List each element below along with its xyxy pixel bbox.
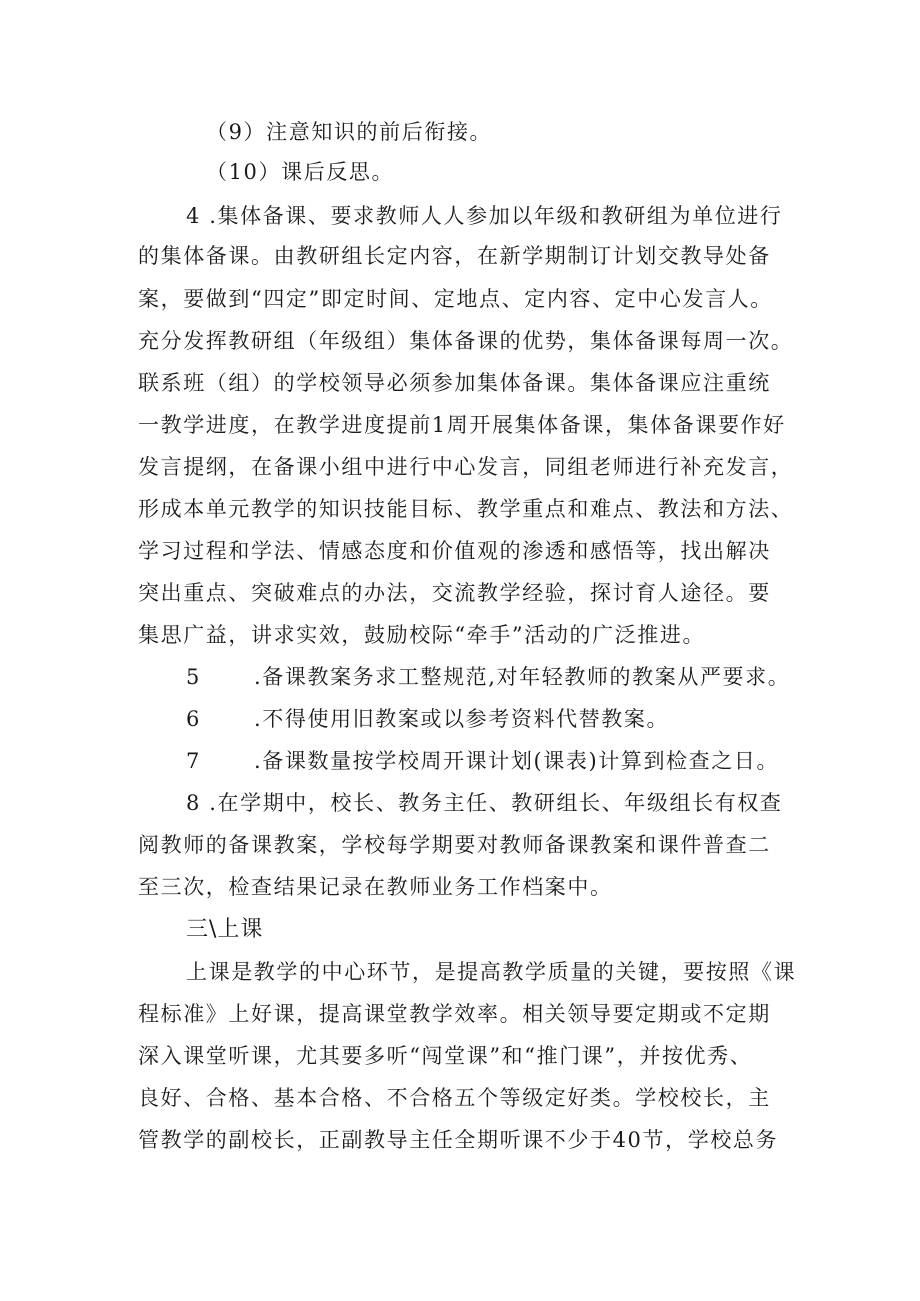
para6 bbox=[186, 705, 669, 733]
para4-line-1: 4 .集体备课、要求教师人人参加以年级和教研组为单位进行 bbox=[186, 204, 783, 228]
section3-line-4: 良好、合格、基本合格、不合格五个等级定好类。学校校长，主 bbox=[138, 1086, 771, 1110]
para4-line-9: 学习过程和学法、情感态度和价值观的渗透和感悟等，找出解决 bbox=[138, 539, 771, 563]
list-item-9: （9）注意知识的前后衔接。 bbox=[206, 120, 493, 144]
para4-line-6: 一教学进度，在教学进度提前1周开展集体备课，集体备课要作好 bbox=[138, 413, 786, 437]
para5-text: .备课教案务求工整规范,对年轻教师的教案从严要求。 bbox=[254, 665, 791, 689]
section-heading: 三\上课 bbox=[186, 917, 264, 942]
para4-line-3: 案，要做到“四定”即定时间、定地点、定内容、定中心发言人。 bbox=[138, 287, 773, 311]
para8-line-1: 8 .在学期中，校长、教务主任、教研组长、年级组长有权查 bbox=[186, 791, 783, 815]
para7-text: .备课数量按学校周开课计划(课表)计算到检查之日。 bbox=[254, 749, 780, 773]
para6-number: 6 bbox=[186, 707, 201, 731]
para4-line-10: 突出重点、突破难点的办法，交流教学经验，探讨育人途径。要 bbox=[138, 581, 771, 605]
section3-line-3: 深入课堂听课，尤其要多听“闯堂课”和“推门课”，并按优秀、 bbox=[138, 1044, 753, 1068]
para5 bbox=[186, 663, 790, 691]
section3-line-5: 管教学的副校长，正副教导主任全期听课不少于40节，学校总务 bbox=[138, 1128, 779, 1152]
para4-line-8: 形成本单元教学的知识技能目标、教学重点和难点、教法和方法、 bbox=[138, 497, 794, 521]
section3-line-2: 程标准》上好课，提高课堂教学效率。相关领导要定期或不定期 bbox=[138, 1002, 771, 1026]
para4-line-11: 集思广益，讲求实效，鼓励校际“牵手”活动的广泛推进。 bbox=[138, 623, 706, 647]
para7 bbox=[186, 747, 779, 775]
para8-line-3: 至三次，检查结果记录在教师业务工作档案中。 bbox=[138, 875, 613, 899]
para6-text: .不得使用旧教案或以参考资料代替教案。 bbox=[254, 707, 670, 731]
para7-number: 7 bbox=[186, 749, 201, 773]
section3-line-1: 上课是教学的中心环节，是提高教学质量的关键，要按照《课 bbox=[186, 960, 797, 984]
para5-number: 5 bbox=[186, 665, 201, 689]
para4-line-7: 发言提纲，在备课小组中进行中心发言，同组老师进行补充发言， bbox=[138, 455, 794, 479]
list-item-10: （10）课后反思。 bbox=[206, 160, 395, 184]
para8-line-2: 阅教师的备课教案，学校每学期要对教师备课教案和课件普查二 bbox=[138, 833, 771, 857]
para4-line-4: 充分发挥教研组（年级组）集体备课的优势，集体备课每周一次。 bbox=[138, 329, 794, 353]
para4-line-2: 的集体备课。由教研组长定内容，在新学期制订计划交教导处备 bbox=[138, 244, 771, 268]
para4-line-5: 联系班（组）的学校领导必须参加集体备课。集体备课应注重统 bbox=[138, 371, 771, 395]
